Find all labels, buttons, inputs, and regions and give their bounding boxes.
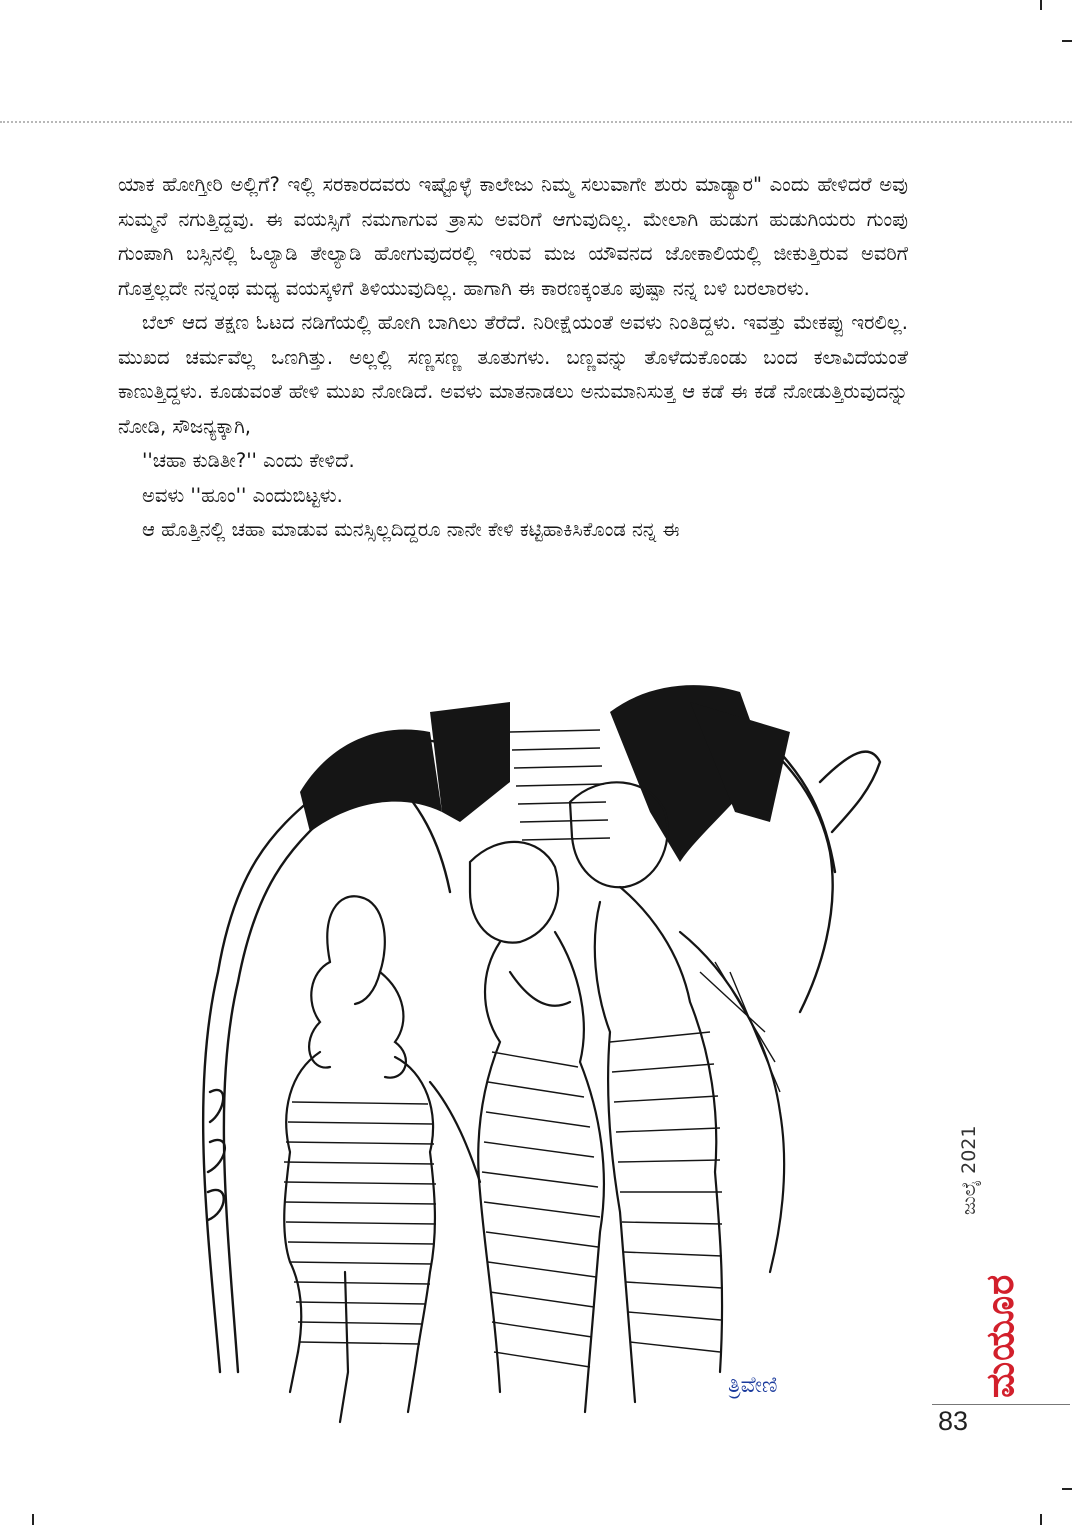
article-body (118, 168, 908, 548)
crop-mark-top-right (1040, 0, 1042, 10)
paragraph-2: ಬೆಲ್ ಆದ ತಕ್ಷಣ ಓಟದ ನಡಿಗೆಯಲ್ಲಿ ಹೋಗಿ ಬಾಗಿಲು ತೆರೆದೆ. ನಿರೀಕ್ಷೆಯಂತೆ ಅವಳು ನಿಂತಿದ್ದಳು. ಇವತ್ತು ಮೇಕಪ್ಪು ಇರಲಿಲ್ಲ. ಮುಖದ ಚರ್ಮವೆಲ್ಲ ಒಣಗಿತ್ತು. ಅಲ್ಲಲ್ಲಿ ಸಣ್ಣಸಣ್ಣ ತೂತುಗಳು. ಬಣ್ಣವನ್ನು ತೊಳೆದುಕೊಂಡು ಬಂದ ಕಲಾವಿದೆಯಂತೆ ಕಾಣುತ್ತಿದ್ದಳು. ಕೂಡುವಂತೆ ಹೇಳಿ ಮುಖ ನೋಡಿದೆ. ಅವಳು ಮಾತನಾಡಲು ಅನುಮಾನಿಸುತ್ತ ಆ ಕಡೆ ಈ ಕಡೆ ನೋಡುತ್ತಿರುವುದನ್ನು ನೋಡಿ, ಸೌಜನ್ಯಕ್ಕಾಗಿ, (118, 311, 908, 438)
crop-mark-bottom-right (1040, 1514, 1042, 1525)
paragraph-1: ಯಾಕ ಹೋಗ್ತೀರಿ ಅಲ್ಲಿಗೆ? ಇಲ್ಲಿ ಸರಕಾರದವರು ಇಷ್ಟೊಳ್ಳೆ ಕಾಲೇಜು ನಿಮ್ಮ ಸಲುವಾಗೇ ಶುರು ಮಾಡ್ಯಾರ" ಎಂದು ಹೇಳಿದರೆ ಅವು ಸುಮ್ಮನೆ ನಗುತ್ತಿದ್ದವು. ಈ ವಯಸ್ಸಿಗೆ ನಮಗಾಗುವ ತ್ರಾಸು ಅವರಿಗೆ ಆಗುವುದಿಲ್ಲ. ಮೇಲಾಗಿ ಹುಡುಗ ಹುಡುಗಿಯರು ಗುಂಪು ಗುಂಪಾಗಿ ಬಸ್ಸಿನಲ್ಲಿ ಓಲ್ಯಾಡಿ ತೇಲ್ಯಾಡಿ ಹೋಗುವುದರಲ್ಲಿ ಇರುವ ಮಜ ಯೌವನದ ಜೋಕಾಲಿಯಲ್ಲಿ ಜೀಕುತ್ತಿರುವ ಅವರಿಗೆ ಗೊತ್ತಲ್ಲದೇ ನನ್ನಂಥ ಮಧ್ಯ ವಯಸ್ಕಳಿಗೆ ತಿಳಿಯುವುದಿಲ್ಲ. ಹಾಗಾಗಿ ಈ ಕಾರಣಕ್ಕಂತೂ ಪುಷ್ಪಾ ನನ್ನ ಬಳಿ ಬರಲಾರಳು. (118, 173, 908, 300)
crop-mark-top-right-side (1062, 40, 1072, 42)
issue-date: ಜುಲೈ 2021 (958, 1125, 980, 1215)
artist-signature: ತ್ರಿವೇಣಿ (728, 1373, 778, 1398)
paragraph-3: ''ಚಹಾ ಕುಡಿತೀ?'' ಎಂದು ಕೇಳಿದೆ. (142, 449, 355, 472)
magazine-name: ಮಯೂರ (978, 1273, 1022, 1398)
crop-mark-bottom-left (32, 1514, 34, 1525)
page-number: 83 (938, 1406, 969, 1436)
crop-mark-bottom-right-side (1062, 1488, 1072, 1490)
paragraph-4: ಅವಳು ''ಹೂಂ'' ಎಂದುಬಿಟ್ಟಳು. (142, 483, 343, 507)
story-illustration (180, 672, 920, 1462)
paragraph-5: ಆ ಹೊತ್ತಿನಲ್ಲಿ ಚಹಾ ಮಾಡುವ ಮನಸ್ಸಿಲ್ಲದಿದ್ದರೂ ನಾನೇ ಕೇಳಿ ಕಟ್ಟಿಹಾಕಿಸಿಕೊಂಡ ನನ್ನ ಈ (142, 518, 680, 541)
header-dotted-rule (0, 121, 1072, 123)
page-number-rule (932, 1404, 1070, 1405)
